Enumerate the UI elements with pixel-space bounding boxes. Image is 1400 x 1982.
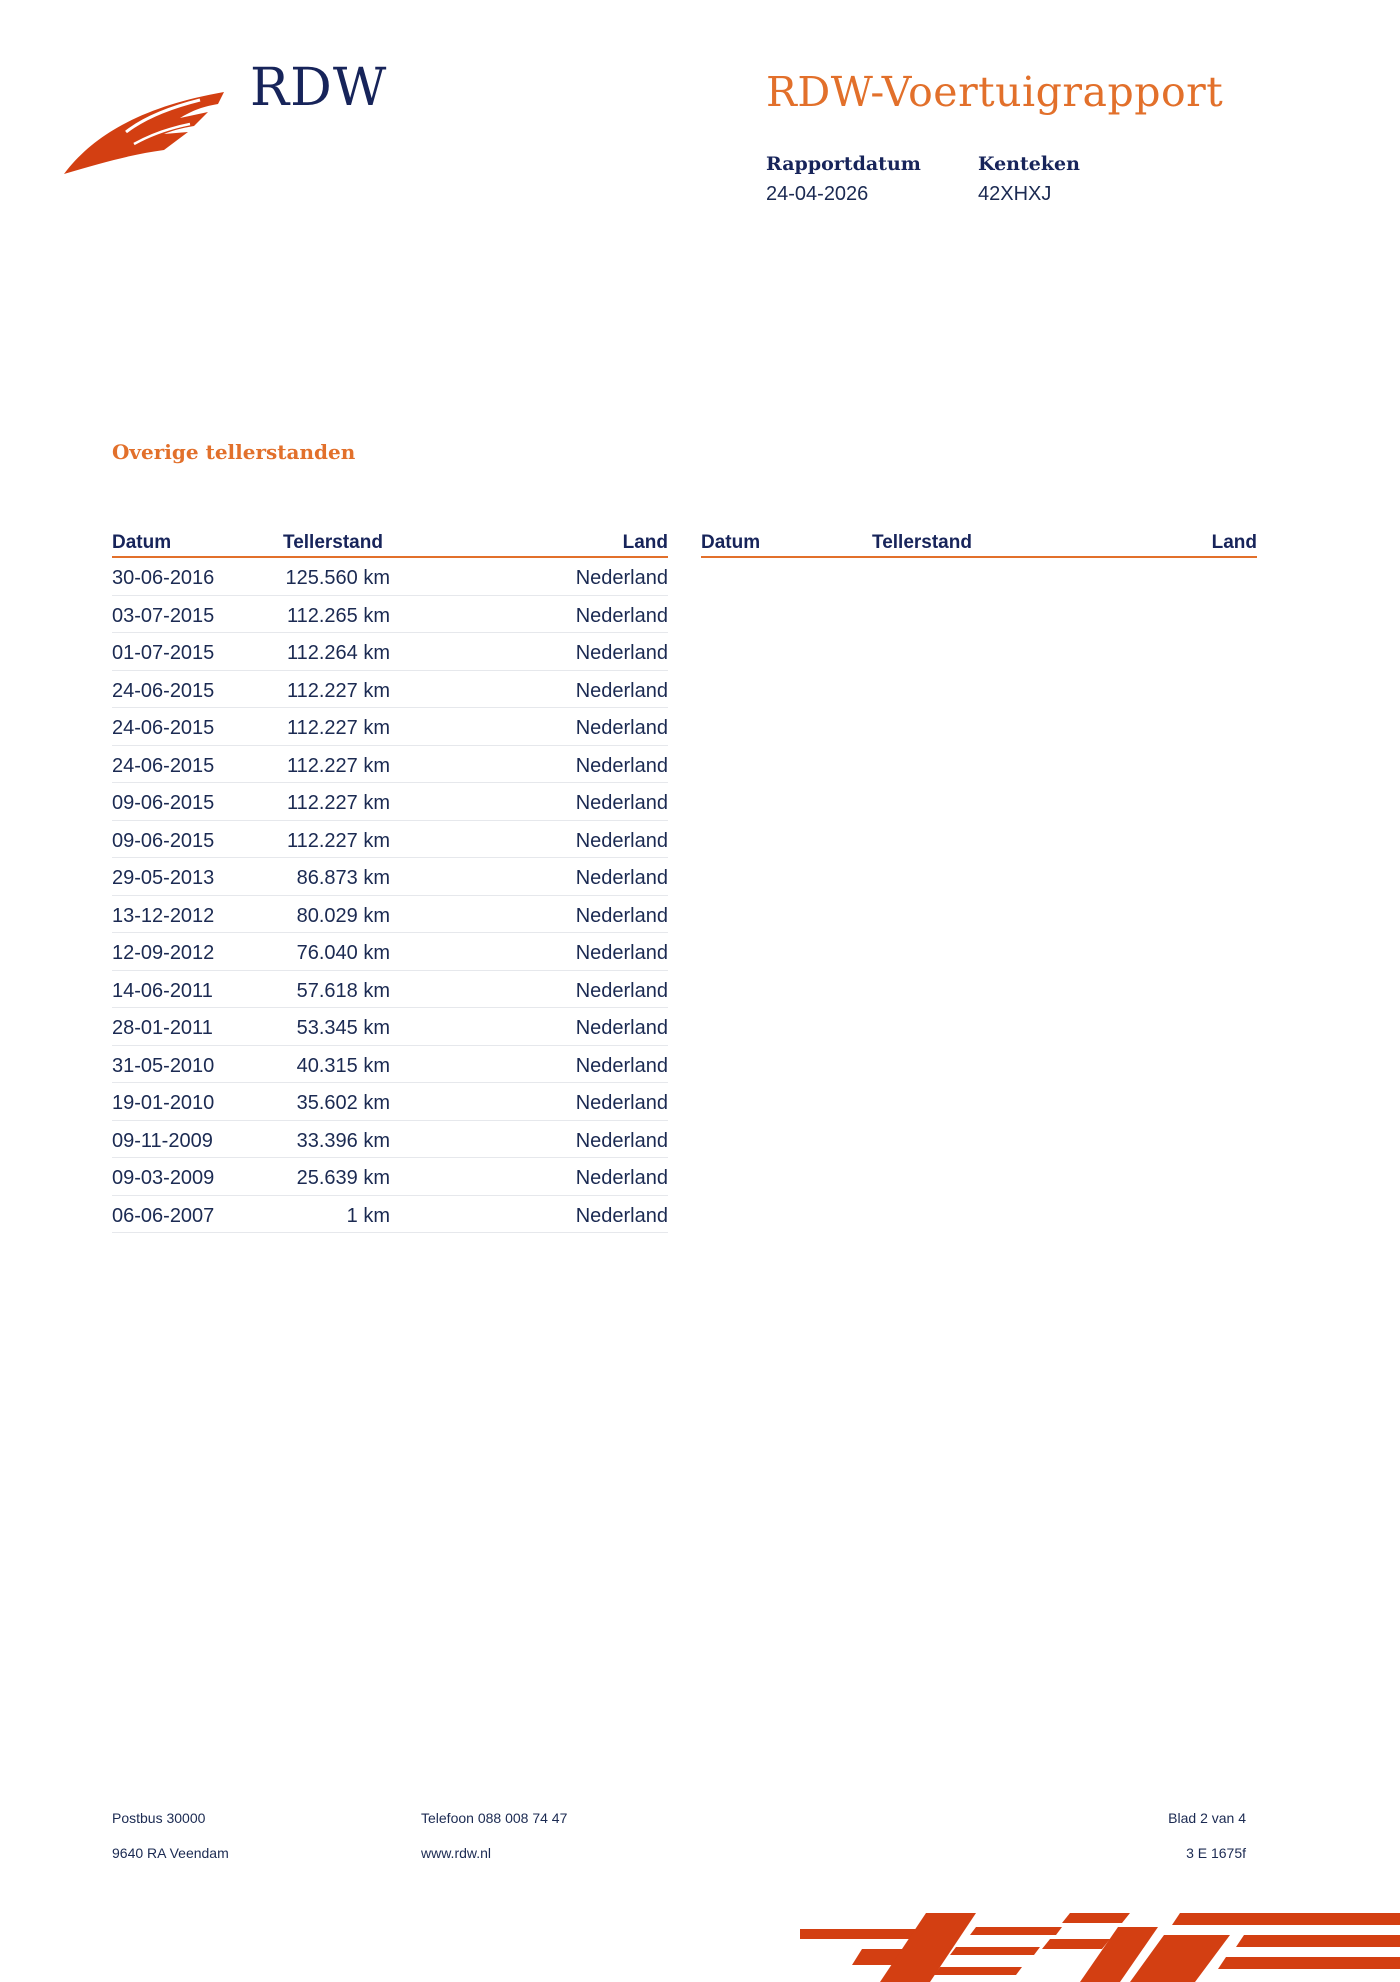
table-row xyxy=(112,1008,668,1046)
rdw-stripes-icon xyxy=(800,1905,1400,1982)
table-row xyxy=(112,1083,668,1121)
cell-tellerstand: 40.315 km xyxy=(296,1054,390,1077)
table-row xyxy=(112,933,668,971)
kenteken-label: Kenteken xyxy=(978,153,1080,175)
cell-datum: 13-12-2012 xyxy=(112,904,215,927)
cell-datum: 29-05-2013 xyxy=(112,867,215,889)
cell-land: Nederland xyxy=(575,867,668,889)
footer-website[interactable]: www.rdw.nl xyxy=(421,1845,492,1861)
cell-land: Nederland xyxy=(575,1017,668,1039)
column-header-land-right: Land xyxy=(1211,532,1257,553)
cell-datum: 31-05-2010 xyxy=(112,1054,215,1077)
cell-land: Nederland xyxy=(575,942,668,964)
cell-tellerstand: 35.602 km xyxy=(296,1092,390,1114)
table-row xyxy=(112,783,668,821)
rapportdatum-value: 24-04-2026 xyxy=(766,183,869,205)
cell-land: Nederland xyxy=(575,717,668,739)
table-row xyxy=(112,1121,668,1159)
table-header-right xyxy=(701,530,1257,558)
tellerstanden-table xyxy=(112,530,668,1233)
cell-datum: 09-06-2015 xyxy=(112,829,215,852)
report-title: RDW-Voertuigrapport xyxy=(766,68,1224,116)
cell-land: Nederland xyxy=(575,604,668,627)
cell-datum: 30-06-2016 xyxy=(112,567,215,589)
cell-tellerstand: 86.873 km xyxy=(296,867,390,889)
cell-land: Nederland xyxy=(575,1167,668,1189)
cell-tellerstand: 112.265 km xyxy=(286,604,390,627)
cell-land: Nederland xyxy=(575,1204,668,1227)
cell-land: Nederland xyxy=(575,754,668,777)
column-header-land: Land xyxy=(622,532,668,553)
cell-tellerstand: 125.560 km xyxy=(285,567,390,589)
footer-code: 3 E 1675f xyxy=(1186,1845,1246,1861)
cell-tellerstand: 112.227 km xyxy=(286,829,390,852)
cell-tellerstand: 1 km xyxy=(346,1204,390,1227)
table-row xyxy=(112,746,668,784)
column-header-datum-right: Datum xyxy=(701,532,761,553)
footer-address-line1: Postbus 30000 xyxy=(112,1810,206,1826)
table-row xyxy=(112,1196,668,1234)
cell-land: Nederland xyxy=(575,567,668,589)
table-row xyxy=(112,558,668,596)
cell-land: Nederland xyxy=(575,642,668,664)
table-row xyxy=(112,896,668,934)
table-row xyxy=(112,708,668,746)
table-row xyxy=(112,671,668,709)
column-header-datum: Datum xyxy=(112,532,172,553)
cell-land: Nederland xyxy=(575,1092,668,1114)
column-header-tellerstand: Tellerstand xyxy=(283,532,383,553)
kenteken-value: 42XHXJ xyxy=(978,183,1052,205)
cell-tellerstand: 25.639 km xyxy=(296,1167,390,1189)
cell-datum: 09-06-2015 xyxy=(112,792,215,814)
table-row xyxy=(112,596,668,634)
cell-tellerstand: 112.227 km xyxy=(286,717,390,739)
rdw-wing-logo-icon xyxy=(64,88,232,178)
table-header xyxy=(112,530,668,558)
cell-tellerstand: 76.040 km xyxy=(296,942,390,964)
cell-land: Nederland xyxy=(575,829,668,852)
footer-address-line2: 9640 RA Veendam xyxy=(112,1845,229,1861)
cell-datum: 09-11-2009 xyxy=(112,1129,213,1152)
column-header-tellerstand-right: Tellerstand xyxy=(872,532,972,553)
table-row xyxy=(112,1046,668,1084)
table-body xyxy=(112,558,668,1233)
cell-datum: 28-01-2011 xyxy=(112,1017,213,1039)
tellerstanden-table-right xyxy=(701,530,1257,558)
cell-datum: 24-06-2015 xyxy=(112,717,215,739)
cell-datum: 06-06-2007 xyxy=(112,1204,215,1227)
cell-datum: 03-07-2015 xyxy=(112,604,215,627)
cell-datum: 12-09-2012 xyxy=(112,942,215,964)
table-row xyxy=(112,971,668,1009)
table-row xyxy=(112,1158,668,1196)
section-title: Overige tellerstanden xyxy=(112,440,356,464)
logo-text: RDW xyxy=(250,58,388,118)
cell-tellerstand: 33.396 km xyxy=(296,1129,390,1152)
cell-datum: 19-01-2010 xyxy=(112,1092,215,1114)
cell-tellerstand: 112.227 km xyxy=(286,679,390,702)
table-row xyxy=(112,821,668,859)
footer-phone: Telefoon 088 008 74 47 xyxy=(421,1810,568,1826)
cell-datum: 01-07-2015 xyxy=(112,642,215,664)
cell-land: Nederland xyxy=(575,1129,668,1152)
cell-land: Nederland xyxy=(575,679,668,702)
cell-datum: 14-06-2011 xyxy=(112,979,213,1002)
cell-land: Nederland xyxy=(575,1054,668,1077)
cell-tellerstand: 80.029 km xyxy=(296,904,390,927)
cell-tellerstand: 112.227 km xyxy=(286,792,390,814)
cell-tellerstand: 53.345 km xyxy=(296,1017,390,1039)
cell-land: Nederland xyxy=(575,979,668,1002)
cell-tellerstand: 57.618 km xyxy=(296,979,390,1002)
cell-land: Nederland xyxy=(575,792,668,814)
cell-datum: 24-06-2015 xyxy=(112,679,215,702)
cell-tellerstand: 112.227 km xyxy=(286,754,390,777)
footer-page-number: Blad 2 van 4 xyxy=(1168,1810,1246,1826)
cell-land: Nederland xyxy=(575,904,668,927)
table-row xyxy=(112,858,668,896)
cell-tellerstand: 112.264 km xyxy=(286,642,390,664)
rapportdatum-label: Rapportdatum xyxy=(766,153,921,175)
cell-datum: 24-06-2015 xyxy=(112,754,215,777)
table-row xyxy=(112,633,668,671)
cell-datum: 09-03-2009 xyxy=(112,1167,215,1189)
